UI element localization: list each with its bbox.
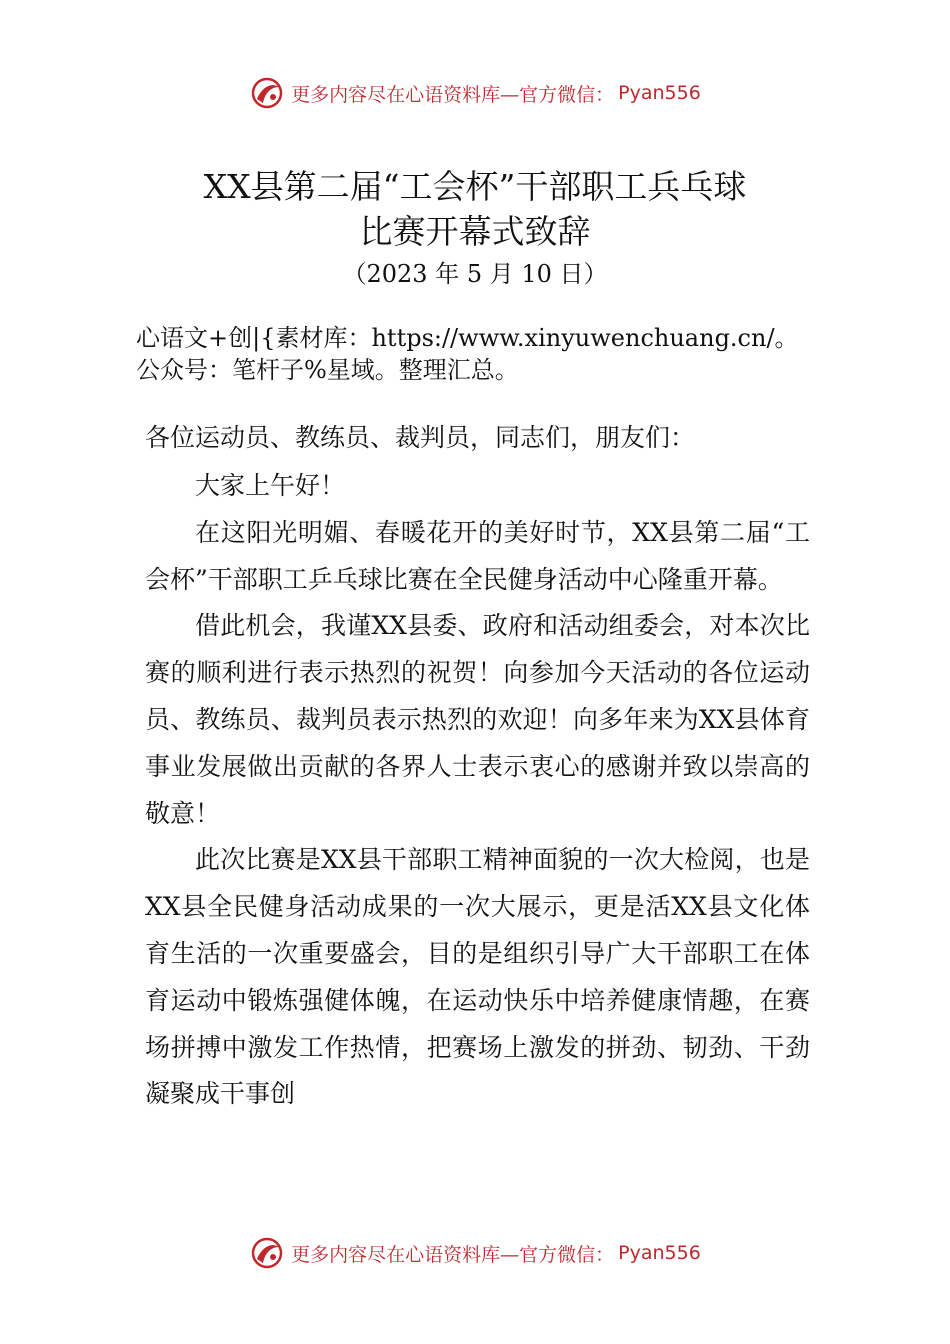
paragraph: 借此机会，我谨XX县委、政府和活动组委会，对本次比赛的顺利进行表示热烈的祝贺！向参加今天活动的各位运动员、教练员、裁判员表示热烈的欢迎！向多年来为XX县体育事业发展做出贡献的各界人士表示衷心的感谢并致以崇高的敬意！ bbox=[145, 611, 810, 828]
red-swirl-logo-icon bbox=[249, 1235, 285, 1271]
banner-wechat-id: Pyan556 bbox=[618, 82, 701, 104]
banner-text: 更多内容尽在心语资料库—官方微信： bbox=[291, 1243, 615, 1266]
document-body bbox=[145, 463, 810, 1118]
paragraph: 大家上午好！ bbox=[195, 471, 346, 500]
paragraph: 此次比赛是XX县干部职工精神面貌的一次大检阅，也是XX县全民健身活动成果的一次大展示，更是活XX县文化体育生活的一次重要盛会，目的是组织引导广大干部职工在体育运动中锻炼强健体魄，在运动快乐中培养健康情趣，在赛场拼搏中激发工作热情，把赛场上激发的拼劲、韧劲、干劲凝聚成干事创 bbox=[145, 845, 810, 1109]
document-title bbox=[0, 164, 950, 254]
salutation: 各位运动员、教练员、裁判员，同志们，朋友们： bbox=[145, 423, 696, 452]
banner-text: 更多内容尽在心语资料库—官方微信： bbox=[291, 83, 615, 106]
title-line-1: XX县第二届“工会杯”干部职工兵乓球 bbox=[203, 167, 747, 206]
banner-wechat-id: Pyan556 bbox=[618, 1242, 701, 1264]
document-date: （2023 年 5 月 10 日） bbox=[342, 260, 608, 288]
header-banner bbox=[0, 73, 950, 113]
red-swirl-logo-icon bbox=[249, 75, 285, 111]
source-note: 心语文+创|{素材库：https://www.xinyuwenchuang.cn/。公众号：笔杆子%星域。整理汇总。 bbox=[136, 324, 799, 384]
paragraph: 在这阳光明媚、春暖花开的美好时节，XX县第二届“工会杯”干部职工乒乓球比赛在全民健身活动中心隆重开幕。 bbox=[145, 517, 810, 594]
footer-banner bbox=[0, 1233, 950, 1273]
title-line-2: 比赛开幕式致辞 bbox=[359, 212, 591, 251]
